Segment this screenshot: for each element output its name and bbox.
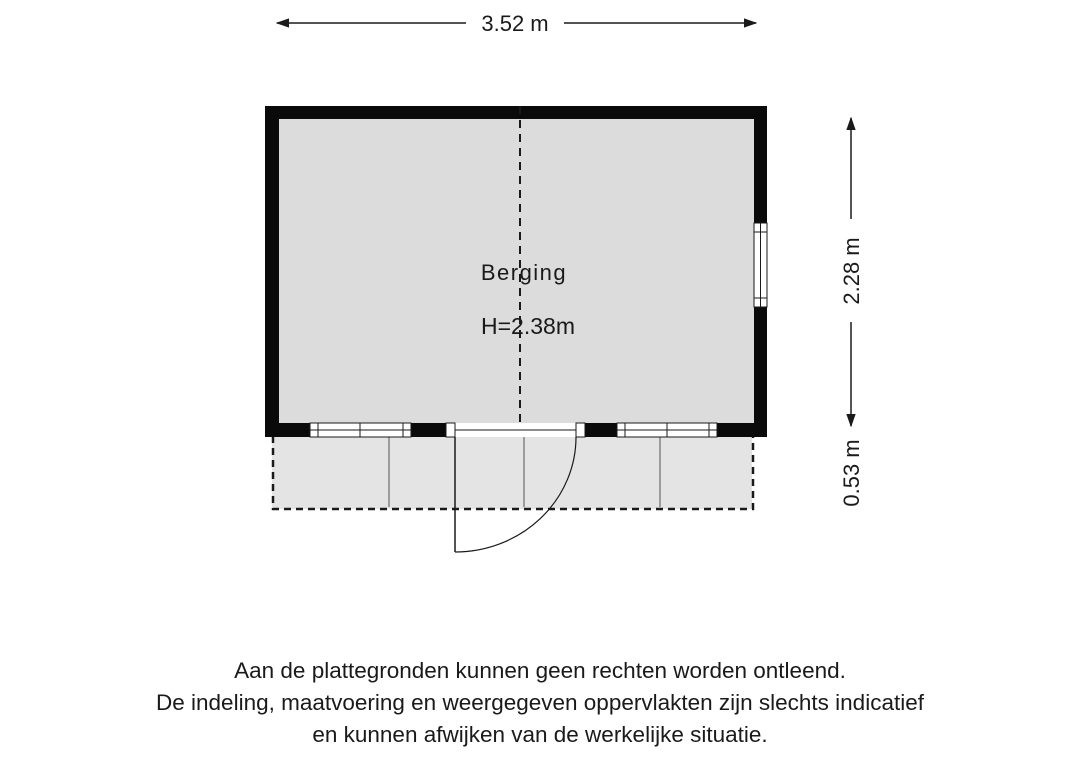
disclaimer-line: Aan de plattegronden kunnen geen rechten worden ontleend. [234,658,846,683]
bottom-left-window [310,423,411,437]
disclaimer-line: en kunnen afwijken van de werkelijke situatie. [312,722,768,747]
disclaimer [0,655,1080,751]
bottom-right-window [617,423,717,437]
room-name: Berging [480,260,568,285]
width-dimension [277,11,756,36]
height-porch-label: 0.53 m [839,439,864,507]
height-main-label: 2.28 m [839,237,864,305]
right-window [754,223,767,307]
room-height: H=2.38m [481,313,575,339]
porch-floor [272,436,752,509]
porch-area [272,436,753,509]
width-label: 3.52 m [481,11,549,36]
disclaimer-line: De indeling, maatvoering en weergegeven oppervlakten zijn slechts indicatief [156,690,924,715]
height-dimension [839,118,864,507]
